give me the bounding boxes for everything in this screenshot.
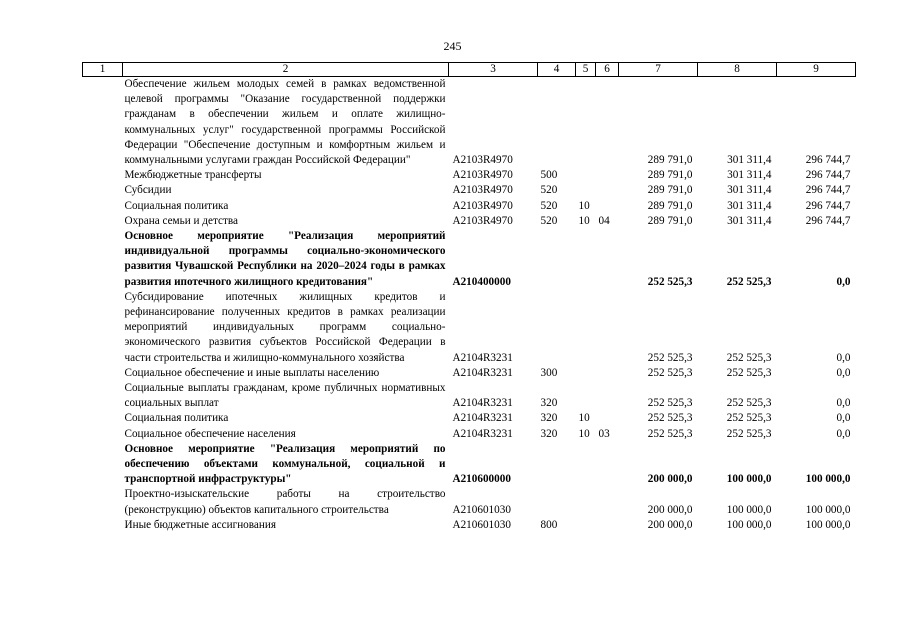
row-col1-cell: [83, 411, 123, 426]
row-col5-cell: [576, 442, 596, 488]
row-col7-value: 252 525,3: [647, 412, 693, 425]
row-col4-cell: 800: [540, 518, 558, 531]
column-header: 9: [777, 63, 856, 77]
row-col1-cell: [83, 366, 123, 381]
row-col9-value: 100 000,0: [805, 518, 851, 531]
table-row: [83, 229, 856, 290]
row-col5-cell: 10: [578, 427, 590, 440]
row-col6-cell: [596, 442, 619, 488]
row-name-cell: Социальное обеспечение населения: [124, 427, 296, 440]
row-name-cell: Иные бюджетные ассигнования: [124, 518, 276, 531]
row-col7-value: 289 791,0: [647, 184, 693, 197]
table-row: [83, 168, 856, 183]
table-row: [83, 290, 856, 366]
row-col7-value: 252 525,3: [647, 397, 693, 410]
row-name-cell: Социальная политика: [124, 412, 229, 425]
row-col5-cell: [576, 77, 596, 169]
row-col5-cell: [576, 518, 596, 533]
row-name-cell: Обеспечение жильем молодых семей в рамках ведомственной целевой программы "Оказание государственной поддержки гражданам в обеспечении жильем и оплате жилищно-коммунальных услуг" государственной программы Российской Федерации "Обеспечение доступным и комфортным жильем и коммунальными услугами граждан Российской Федерации": [124, 78, 446, 167]
row-col8-value: 252 525,3: [726, 366, 772, 379]
row-col1-cell: [83, 199, 123, 214]
row-col7-value: 289 791,0: [647, 199, 693, 212]
row-col7-value: 200 000,0: [647, 518, 693, 531]
row-col4-cell: 500: [540, 169, 558, 182]
row-col9-value: 0,0: [836, 275, 851, 288]
row-col6-cell: [596, 381, 619, 411]
row-name-cell: Проектно-изыскательские работы на строительство (реконструкцию) объектов капитального строительства: [124, 488, 446, 516]
row-col5-cell: [576, 381, 596, 411]
row-col1-cell: [83, 214, 123, 229]
row-code-cell: А210601030: [452, 503, 511, 516]
row-col7-value: 289 791,0: [647, 169, 693, 182]
column-header: 8: [698, 63, 777, 77]
row-col6-cell: 03: [598, 427, 610, 440]
row-col6-cell: [596, 366, 619, 381]
row-col5-cell: [576, 366, 596, 381]
row-col9-value: 296 744,7: [805, 199, 851, 212]
row-col8-value: 100 000,0: [726, 518, 772, 531]
column-header: 2: [123, 63, 449, 77]
row-col7-value: 200 000,0: [647, 503, 693, 516]
row-name-cell: Основное мероприятие "Реализация мероприятий по обеспечению объектами коммунальной, социальной и транспортной инфраструктуры": [124, 442, 446, 486]
row-col4-cell: [538, 487, 576, 517]
row-col5-cell: [576, 290, 596, 366]
row-col8-value: 252 525,3: [726, 427, 772, 440]
row-name-cell: Социальное обеспечение и иные выплаты населению: [124, 366, 380, 379]
row-col7-value: 289 791,0: [647, 154, 693, 167]
column-header: 4: [538, 63, 576, 77]
row-name-cell: Социальная политика: [124, 199, 229, 212]
row-col1-cell: [83, 518, 123, 533]
row-col6-cell: [596, 168, 619, 183]
row-col6-cell: [596, 487, 619, 517]
table-header-row: [83, 63, 856, 77]
row-col4-cell: 520: [540, 184, 558, 197]
row-col6-cell: [596, 411, 619, 426]
row-col1-cell: [83, 381, 123, 411]
row-col1-cell: [83, 229, 123, 290]
row-col4-cell: [538, 77, 576, 169]
row-col9-value: 0,0: [836, 427, 851, 440]
row-code-cell: А2103R4970: [452, 214, 513, 227]
row-col7-value: 252 525,3: [647, 366, 693, 379]
column-header: 1: [83, 63, 123, 77]
row-col5-cell: [576, 487, 596, 517]
row-col8-value: 301 311,4: [727, 184, 772, 197]
table-row: [83, 427, 856, 442]
row-col8-value: 100 000,0: [726, 473, 772, 486]
row-col9-value: 0,0: [836, 412, 851, 425]
row-col8-value: 100 000,0: [726, 503, 772, 516]
row-col8-value: 301 311,4: [727, 214, 772, 227]
column-header: 3: [449, 63, 538, 77]
row-col5-cell: [576, 183, 596, 198]
row-col8-value: 301 311,4: [727, 154, 772, 167]
row-col1-cell: [83, 183, 123, 198]
row-col4-cell: 300: [540, 366, 558, 379]
row-name-cell: Субсидирование ипотечных жилищных кредитов и рефинансирование полученных кредитов в рамках реализации мероприятий индивидуальных программ социально-экономического развития субъектов Российской Федерации в части строительства и жилищно-коммунального хозяйства: [124, 290, 446, 364]
row-col5-cell: 10: [578, 412, 590, 425]
row-col9-value: 296 744,7: [805, 169, 851, 182]
row-col7-value: 252 525,3: [647, 275, 693, 288]
row-col9-value: 0,0: [836, 366, 851, 379]
table-row: [83, 183, 856, 198]
row-code-cell: А2104R3231: [452, 412, 513, 425]
row-col9-value: 296 744,7: [805, 184, 851, 197]
column-header: 7: [619, 63, 698, 77]
row-col9-value: 296 744,7: [805, 154, 851, 167]
table-row: [83, 77, 856, 169]
row-col4-cell: 520: [540, 199, 558, 212]
row-col7-value: 252 525,3: [647, 427, 693, 440]
row-col1-cell: [83, 77, 123, 169]
row-name-cell: Охрана семьи и детства: [124, 214, 238, 227]
row-col6-cell: [596, 290, 619, 366]
row-name-cell: Основное мероприятие "Реализация мероприятий индивидуальной программы социально-экономического развития Чувашской Республики на 2020–2024 годы в рамках развития ипотечного жилищного кредитования": [124, 230, 446, 288]
row-col5-cell: [576, 229, 596, 290]
row-code-cell: А2103R4970: [452, 184, 513, 197]
table-row: [83, 518, 856, 533]
row-col9-value: 100 000,0: [805, 503, 851, 516]
row-col1-cell: [83, 168, 123, 183]
row-col4-cell: [538, 290, 576, 366]
row-col4-cell: 320: [540, 397, 558, 410]
table-row: [83, 214, 856, 229]
row-col6-cell: [596, 229, 619, 290]
row-col7-value: 200 000,0: [647, 473, 693, 486]
row-name-cell: Межбюджетные трансферты: [124, 169, 262, 182]
row-name-cell: Социальные выплаты гражданам, кроме публичных нормативных социальных выплат: [124, 382, 446, 410]
row-col6-cell: [596, 518, 619, 533]
row-code-cell: А2103R4970: [452, 154, 513, 167]
row-col8-value: 252 525,3: [726, 397, 772, 410]
row-code-cell: А210601030: [452, 518, 511, 531]
row-col4-cell: [538, 442, 576, 488]
row-code-cell: А2103R4970: [452, 169, 513, 182]
row-col1-cell: [83, 442, 123, 488]
row-code-cell: А2104R3231: [452, 427, 513, 440]
table-row: [83, 442, 856, 488]
row-col8-value: 301 311,4: [727, 199, 772, 212]
row-code-cell: А210400000: [452, 275, 511, 288]
row-code-cell: А2104R3231: [452, 366, 513, 379]
table-row: [83, 381, 856, 411]
row-col5-cell: 10: [578, 214, 590, 227]
row-code-cell: А2104R3231: [452, 351, 513, 364]
page-number: 245: [443, 39, 462, 53]
row-col8-value: 252 525,3: [726, 275, 772, 288]
row-col9-value: 0,0: [836, 397, 851, 410]
row-col9-value: 0,0: [836, 351, 851, 364]
row-col7-value: 289 791,0: [647, 214, 693, 227]
row-col6-cell: [596, 199, 619, 214]
row-col1-cell: [83, 487, 123, 517]
row-col7-value: 252 525,3: [647, 351, 693, 364]
table-body: [83, 77, 856, 534]
row-col5-cell: 10: [578, 199, 590, 212]
row-col4-cell: 320: [540, 427, 558, 440]
row-col1-cell: [83, 427, 123, 442]
row-col6-cell: [596, 77, 619, 169]
row-code-cell: А2103R4970: [452, 199, 513, 212]
column-header: 6: [596, 63, 619, 77]
row-col9-value: 296 744,7: [805, 214, 851, 227]
row-col8-value: 252 525,3: [726, 412, 772, 425]
row-col1-cell: [83, 290, 123, 366]
row-col5-cell: [576, 168, 596, 183]
row-col6-cell: 04: [598, 214, 610, 227]
table-row: [83, 366, 856, 381]
row-code-cell: А2104R3231: [452, 397, 513, 410]
table-row: [83, 487, 856, 517]
row-col6-cell: [596, 183, 619, 198]
table-row: [83, 199, 856, 214]
row-name-cell: Субсидии: [124, 184, 172, 197]
row-col4-cell: [538, 229, 576, 290]
row-code-cell: А210600000: [452, 473, 511, 486]
row-col8-value: 301 311,4: [727, 169, 772, 182]
row-col4-cell: 320: [540, 412, 558, 425]
row-col9-value: 100 000,0: [805, 473, 851, 486]
row-col4-cell: 520: [540, 214, 558, 227]
row-col8-value: 252 525,3: [726, 351, 772, 364]
budget-table: [82, 62, 856, 533]
table-row: [83, 411, 856, 426]
column-header: 5: [576, 63, 596, 77]
